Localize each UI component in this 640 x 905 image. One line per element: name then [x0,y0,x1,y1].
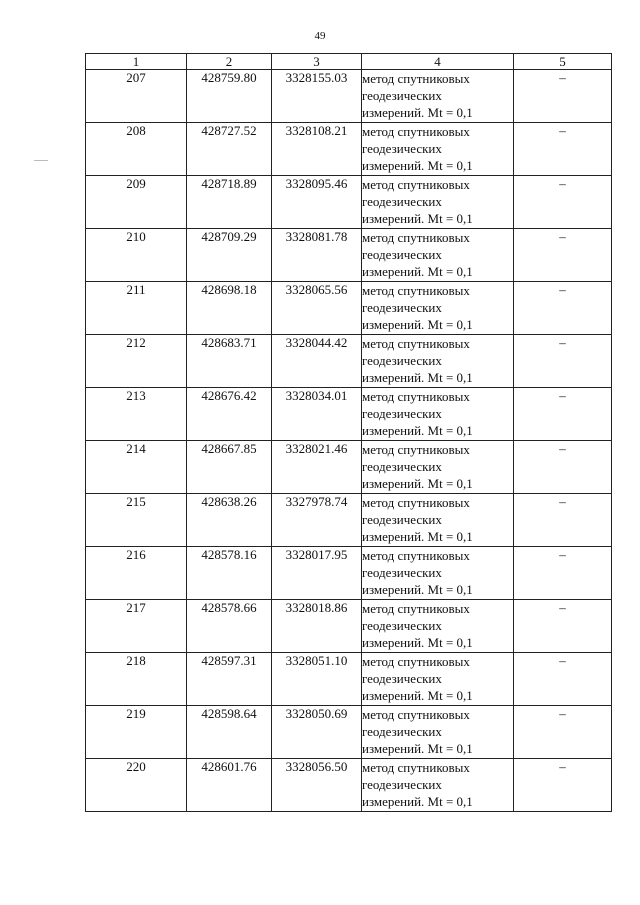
header-col-4: 4 [362,54,514,70]
point-number: 211 [86,282,187,335]
header-col-2: 2 [187,54,272,70]
header-col-3: 3 [272,54,362,70]
method-line: геодезических [362,141,442,156]
method-line: метод спутниковых [362,389,470,404]
method-line: измерений. Mt = 0,1 [362,158,473,173]
point-number: 209 [86,176,187,229]
note-dash: – [514,282,612,335]
coordinate-y: 3328081.78 [272,229,362,282]
method-description [362,282,514,335]
table-row [86,653,612,706]
point-number: 217 [86,600,187,653]
table-header-row [86,54,612,70]
note-dash: – [514,494,612,547]
method-description [362,759,514,812]
table-row [86,494,612,547]
method-line: измерений. Mt = 0,1 [362,264,473,279]
method-line: метод спутниковых [362,495,470,510]
method-line: измерений. Mt = 0,1 [362,317,473,332]
table-row [86,600,612,653]
coordinate-y: 3328065.56 [272,282,362,335]
method-line: метод спутниковых [362,283,470,298]
note-dash: – [514,759,612,812]
method-line: геодезических [362,247,442,262]
table-row [86,70,612,123]
method-line: геодезических [362,353,442,368]
header-col-5: 5 [514,54,612,70]
table-row [86,706,612,759]
method-description [362,600,514,653]
point-number: 208 [86,123,187,176]
table-row [86,335,612,388]
table-row [86,176,612,229]
page-number: 49 [314,30,326,42]
method-line: метод спутниковых [362,177,470,192]
method-line: измерений. Mt = 0,1 [362,476,473,491]
method-line: метод спутниковых [362,654,470,669]
method-line: измерений. Mt = 0,1 [362,423,473,438]
method-line: измерений. Mt = 0,1 [362,794,473,809]
coordinate-y: 3328034.01 [272,388,362,441]
method-line: метод спутниковых [362,442,470,457]
method-line: геодезических [362,459,442,474]
method-line: измерений. Mt = 0,1 [362,211,473,226]
method-line: измерений. Mt = 0,1 [362,582,473,597]
point-number: 210 [86,229,187,282]
method-description [362,441,514,494]
method-line: метод спутниковых [362,124,470,139]
coordinate-x: 428709.29 [187,229,272,282]
method-line: геодезических [362,300,442,315]
note-dash: – [514,441,612,494]
method-description [362,547,514,600]
method-line: геодезических [362,512,442,527]
coordinate-x: 428676.42 [187,388,272,441]
note-dash: – [514,388,612,441]
method-line: геодезических [362,88,442,103]
margin-mark [34,160,48,161]
table-row [86,282,612,335]
point-number: 216 [86,547,187,600]
note-dash: – [514,229,612,282]
coordinate-x: 428683.71 [187,335,272,388]
coordinate-x: 428578.66 [187,600,272,653]
method-line: метод спутниковых [362,71,470,86]
table-row [86,759,612,812]
method-description [362,176,514,229]
point-number: 219 [86,706,187,759]
table-body [86,70,612,812]
note-dash: – [514,335,612,388]
method-line: метод спутниковых [362,760,470,775]
method-line: геодезических [362,777,442,792]
point-number: 212 [86,335,187,388]
note-dash: – [514,706,612,759]
table-row [86,123,612,176]
method-line: метод спутниковых [362,230,470,245]
point-number: 214 [86,441,187,494]
point-number: 220 [86,759,187,812]
method-description [362,123,514,176]
method-line: измерений. Mt = 0,1 [362,105,473,120]
method-line: измерений. Mt = 0,1 [362,529,473,544]
coordinate-x: 428598.64 [187,706,272,759]
note-dash: – [514,123,612,176]
coordinate-y: 3328021.46 [272,441,362,494]
method-line: измерений. Mt = 0,1 [362,688,473,703]
coordinate-x: 428601.76 [187,759,272,812]
coordinate-y: 3328018.86 [272,600,362,653]
method-line: геодезических [362,565,442,580]
header-col-1: 1 [86,54,187,70]
coordinate-x: 428727.52 [187,123,272,176]
table-row [86,441,612,494]
coordinate-y: 3328050.69 [272,706,362,759]
method-line: измерений. Mt = 0,1 [362,370,473,385]
point-number: 207 [86,70,187,123]
method-description [362,229,514,282]
method-description [362,706,514,759]
coordinate-x: 428578.16 [187,547,272,600]
table-row [86,388,612,441]
coordinate-x: 428698.18 [187,282,272,335]
coordinate-y: 3328056.50 [272,759,362,812]
method-line: метод спутниковых [362,336,470,351]
method-description [362,494,514,547]
method-line: метод спутниковых [362,548,470,563]
method-line: метод спутниковых [362,601,470,616]
table-row [86,547,612,600]
note-dash: – [514,176,612,229]
method-line: геодезических [362,724,442,739]
note-dash: – [514,70,612,123]
coordinate-x: 428638.26 [187,494,272,547]
coordinate-y: 3328095.46 [272,176,362,229]
coordinate-y: 3328155.03 [272,70,362,123]
note-dash: – [514,600,612,653]
method-description [362,335,514,388]
table-row [86,229,612,282]
method-description [362,70,514,123]
coordinate-y: 3328017.95 [272,547,362,600]
method-line: измерений. Mt = 0,1 [362,635,473,650]
method-line: измерений. Mt = 0,1 [362,741,473,756]
method-line: геодезических [362,671,442,686]
note-dash: – [514,653,612,706]
coordinate-x: 428597.31 [187,653,272,706]
coordinate-y: 3328051.10 [272,653,362,706]
coordinate-x: 428718.89 [187,176,272,229]
coordinate-y: 3328044.42 [272,335,362,388]
coordinate-x: 428667.85 [187,441,272,494]
point-number: 218 [86,653,187,706]
point-number: 213 [86,388,187,441]
coordinate-y: 3328108.21 [272,123,362,176]
method-line: метод спутниковых [362,707,470,722]
method-line: геодезических [362,406,442,421]
method-description [362,653,514,706]
method-line: геодезических [362,618,442,633]
method-line: геодезических [362,194,442,209]
method-description [362,388,514,441]
coordinate-x: 428759.80 [187,70,272,123]
coordinate-y: 3327978.74 [272,494,362,547]
coordinates-table [85,53,612,812]
note-dash: – [514,547,612,600]
point-number: 215 [86,494,187,547]
